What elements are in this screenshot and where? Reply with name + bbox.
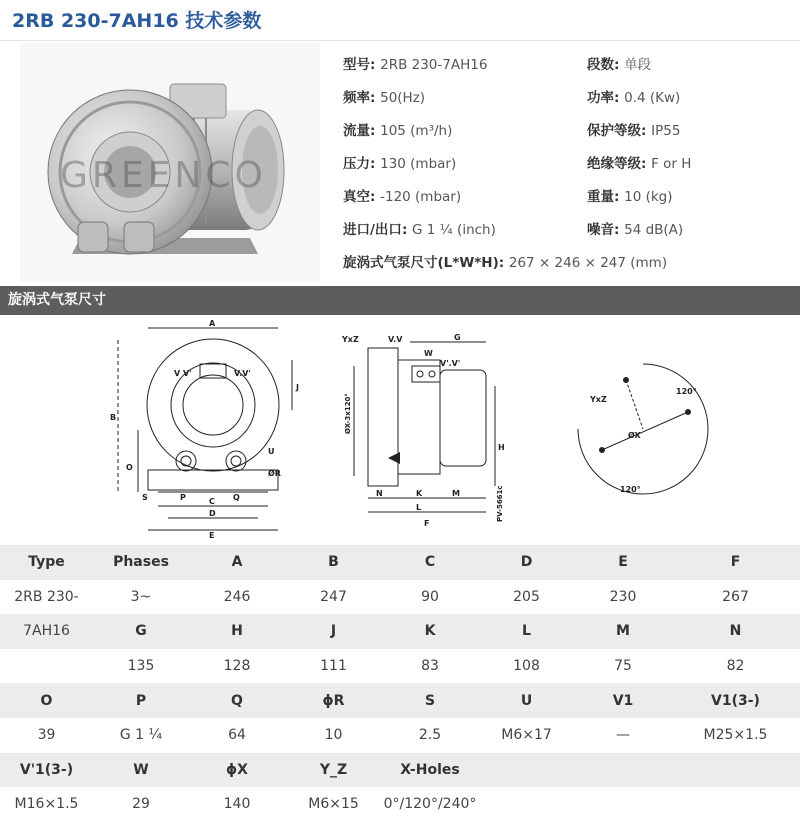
table-header-row xyxy=(0,614,800,649)
spec-separator: : xyxy=(370,156,381,172)
table-header-cell: P xyxy=(93,683,189,718)
table-header-cell: Y_Z xyxy=(285,753,382,788)
spec-key: 重量 xyxy=(587,189,614,205)
spec-key: 段数 xyxy=(587,57,614,73)
spec-separator: : xyxy=(614,90,625,106)
dim-G: G xyxy=(454,333,461,342)
table-header-cell: U xyxy=(478,683,575,718)
table-header-row xyxy=(0,753,800,788)
spec-value: IP55 xyxy=(651,123,681,139)
spec-key: 功率 xyxy=(587,90,614,106)
spec-separator: : xyxy=(370,90,381,106)
table-cell: 2.5 xyxy=(382,718,478,753)
page-title: 2RB 230-7AH16 技术参数 xyxy=(12,10,262,32)
spec-row xyxy=(343,185,461,205)
spec-separator: : xyxy=(614,57,625,73)
table-row xyxy=(0,787,800,822)
table-cell: 75 xyxy=(575,649,671,684)
table-header-cell: Phases xyxy=(93,545,189,580)
table-cell: M25×1.5 xyxy=(671,718,800,753)
table-header-cell xyxy=(671,753,800,788)
spec-separator: : xyxy=(614,189,625,205)
dim-A: A xyxy=(209,320,216,328)
watermark-text: GREENCO xyxy=(60,155,267,196)
table-header-cell xyxy=(575,753,671,788)
blower-image xyxy=(20,42,320,282)
spec-key: 进口/出口 xyxy=(343,222,402,238)
spec-value: 0.4 (Kw) xyxy=(624,90,681,106)
table-cell xyxy=(671,787,800,822)
spec-row xyxy=(587,86,680,106)
spec-row xyxy=(587,152,691,172)
spec-row xyxy=(587,218,683,238)
spec-row xyxy=(587,53,651,73)
table-cell: 247 xyxy=(285,580,382,615)
spec-separator: : xyxy=(498,255,509,271)
spec-separator: : xyxy=(401,222,413,238)
table-cell: — xyxy=(575,718,671,753)
table-cell xyxy=(478,787,575,822)
spec-value: G 1 ¼ (inch) xyxy=(412,222,496,238)
spec-row xyxy=(587,119,680,139)
table-header-cell: L xyxy=(478,614,575,649)
table-header-cell: ϕR xyxy=(285,683,382,718)
table-cell: 140 xyxy=(189,787,285,822)
table-header-cell: A xyxy=(189,545,285,580)
dim-Q: Q xyxy=(233,493,240,502)
spec-key: 噪音 xyxy=(587,222,614,238)
dim-N: N xyxy=(376,489,383,498)
dim-K: K xyxy=(416,489,423,498)
dim-W: W xyxy=(424,349,433,358)
table-cell: M16×1.5 xyxy=(0,787,93,822)
spec-key: 真空 xyxy=(343,189,370,205)
table-header-cell: V1(3-) xyxy=(671,683,800,718)
table-cell: 108 xyxy=(478,649,575,684)
front-view-drawing xyxy=(108,320,318,542)
section-header: 旋涡式气泵尺寸 xyxy=(0,286,800,315)
table-header-cell: D xyxy=(478,545,575,580)
spec-value: 10 (kg) xyxy=(624,189,673,205)
flange-pattern-drawing xyxy=(568,354,718,504)
angle-label-1: 120° xyxy=(676,387,697,396)
dim-O: O xyxy=(126,463,133,472)
table-cell: 205 xyxy=(478,580,575,615)
table-header-cell: H xyxy=(189,614,285,649)
table-header-cell: W xyxy=(93,753,189,788)
table-row xyxy=(0,580,800,615)
table-header-cell: O xyxy=(0,683,93,718)
table-cell: M6×17 xyxy=(478,718,575,753)
dim-C: C xyxy=(209,497,215,506)
table-header-cell: S xyxy=(382,683,478,718)
table-header-cell xyxy=(478,753,575,788)
dim-B: B xyxy=(110,413,117,422)
table-header-cell: B xyxy=(285,545,382,580)
spec-value: 54 dB(A) xyxy=(624,222,684,238)
dim-M: M xyxy=(452,489,460,498)
spec-value: 267 × 246 × 247 (mm) xyxy=(508,255,668,271)
dim-D: D xyxy=(209,509,216,518)
table-header-row xyxy=(0,545,800,580)
table-cell: 230 xyxy=(575,580,671,615)
label-vv: V V' xyxy=(174,369,192,378)
spec-key: 流量 xyxy=(343,123,370,139)
parameter-table xyxy=(0,545,800,822)
table-cell: 128 xyxy=(189,649,285,684)
table-row xyxy=(0,718,800,753)
label-phix-3: ØX-3x120° xyxy=(344,393,352,434)
table-cell: 64 xyxy=(189,718,285,753)
table-cell: 0°/120°/240° xyxy=(382,787,478,822)
table-header-cell: M xyxy=(575,614,671,649)
spec-key: 旋涡式气泵尺寸(L*W*H) xyxy=(343,255,499,271)
spec-row xyxy=(343,53,487,73)
spec-key: 型号 xyxy=(343,57,370,73)
table-cell xyxy=(575,787,671,822)
dim-F: F xyxy=(424,519,430,528)
spec-value: 2RB 230-7AH16 xyxy=(380,57,488,73)
table-cell: 2RB 230- xyxy=(0,580,93,615)
table-cell: 83 xyxy=(382,649,478,684)
dim-J: J xyxy=(296,383,299,392)
spec-key: 压力 xyxy=(343,156,370,172)
spec-value: F or H xyxy=(651,156,692,172)
dim-E: E xyxy=(209,531,215,540)
dim-S: S xyxy=(142,493,148,502)
spec-value: 130 (mbar) xyxy=(380,156,457,172)
table-header-cell: 7AH16 xyxy=(0,614,93,649)
title-divider xyxy=(0,40,800,41)
table-header-cell: V'1(3-) xyxy=(0,753,93,788)
table-header-cell: C xyxy=(382,545,478,580)
table-cell: 246 xyxy=(189,580,285,615)
table-header-cell: V1 xyxy=(575,683,671,718)
table-cell: G 1 ¼ xyxy=(93,718,189,753)
table-header-cell: X-Holes xyxy=(382,753,478,788)
table-header-cell: G xyxy=(93,614,189,649)
drawing-ref-code: PV-5661c xyxy=(496,485,504,522)
spec-row xyxy=(587,185,673,205)
spec-separator: : xyxy=(370,123,381,139)
table-header-cell: J xyxy=(285,614,382,649)
table-cell xyxy=(0,649,93,684)
table-cell: 39 xyxy=(0,718,93,753)
spec-key: 绝缘等级 xyxy=(587,156,641,172)
spec-value: -120 (mbar) xyxy=(380,189,462,205)
table-cell: 3~ xyxy=(93,580,189,615)
table-header-cell: Type xyxy=(0,545,93,580)
spec-key: 保护等级 xyxy=(587,123,641,139)
side-view-drawing xyxy=(340,326,505,532)
label-yxz-side: YxZ xyxy=(342,335,359,344)
label-vv-4: V'.V' xyxy=(440,359,461,368)
dim-L: L xyxy=(416,503,422,512)
table-header-cell: N xyxy=(671,614,800,649)
table-cell: 135 xyxy=(93,649,189,684)
dim-R: ØR xyxy=(268,469,281,478)
spec-row xyxy=(343,218,496,238)
table-header-cell: K xyxy=(382,614,478,649)
spec-row xyxy=(343,152,456,172)
dim-H: H xyxy=(498,443,505,452)
spec-key: 频率 xyxy=(343,90,370,106)
angle-label-2: 120° xyxy=(620,485,641,494)
spec-separator: : xyxy=(370,189,381,205)
table-cell: 267 xyxy=(671,580,800,615)
label-phix: ØX xyxy=(628,431,641,440)
table-cell: 111 xyxy=(285,649,382,684)
dim-U: U xyxy=(268,447,275,456)
table-cell: M6×15 xyxy=(285,787,382,822)
dim-P: P xyxy=(180,493,186,502)
spec-separator: : xyxy=(641,123,652,139)
spec-value: 105 (m³/h) xyxy=(380,123,453,139)
table-header-cell: F xyxy=(671,545,800,580)
table-cell: 82 xyxy=(671,649,800,684)
spec-value: 单段 xyxy=(624,57,652,73)
spec-row xyxy=(343,251,667,271)
table-cell: 10 xyxy=(285,718,382,753)
spec-row xyxy=(343,119,452,139)
product-photo xyxy=(20,42,320,282)
spec-row xyxy=(343,86,425,106)
table-row xyxy=(0,649,800,684)
table-header-cell: ϕX xyxy=(189,753,285,788)
spec-value: 50(Hz) xyxy=(380,90,426,106)
table-cell: 90 xyxy=(382,580,478,615)
label-vv-3: V.V xyxy=(388,335,403,344)
label-yxz-flange: YxZ xyxy=(590,395,607,404)
table-header-row xyxy=(0,683,800,718)
table-header-cell: Q xyxy=(189,683,285,718)
table-header-cell: E xyxy=(575,545,671,580)
spec-separator: : xyxy=(614,222,625,238)
spec-separator: : xyxy=(370,57,381,73)
label-vv-2: V.V' xyxy=(234,369,251,378)
spec-separator: : xyxy=(641,156,652,172)
table-cell: 29 xyxy=(93,787,189,822)
